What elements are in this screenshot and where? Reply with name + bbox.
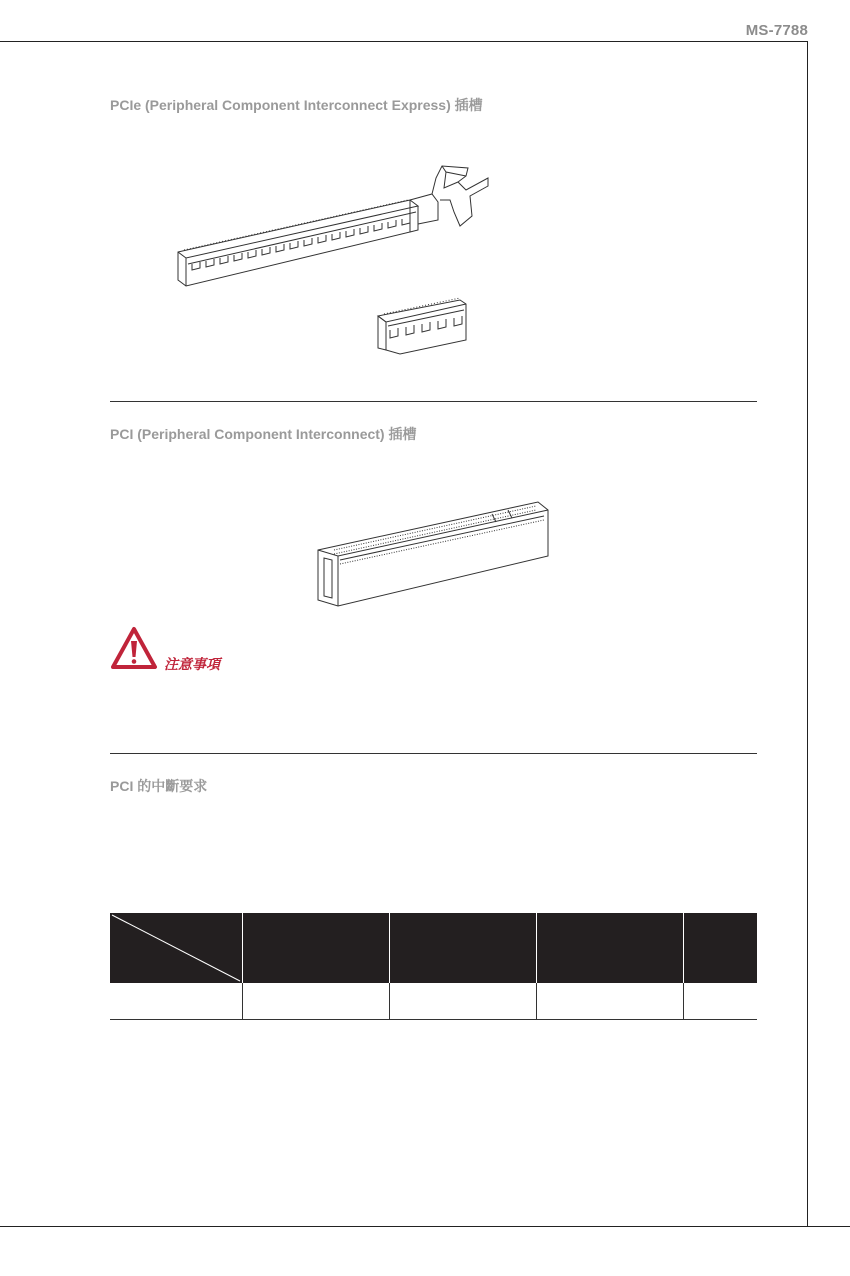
- irq-table-cell: [110, 983, 243, 1020]
- irq-table-cell: [243, 983, 390, 1020]
- irq-table-header-cell: [537, 913, 684, 983]
- pcie-slot-illustration: [170, 160, 500, 370]
- section-divider: [110, 401, 757, 402]
- irq-table-cell: [390, 983, 537, 1020]
- table-row: [110, 983, 757, 1020]
- irq-table-header-cell: [390, 913, 537, 983]
- caution-label: 注意事項: [164, 656, 220, 672]
- irq-table-cell: [684, 983, 758, 1020]
- irq-table-header-cell: [684, 913, 758, 983]
- warning-triangle-icon: [110, 626, 158, 670]
- irq-table-header-cell: [243, 913, 390, 983]
- bottom-rule: [0, 1226, 850, 1227]
- irq-table-corner-cell: [110, 913, 243, 983]
- pcie-section-title: PCIe (Peripheral Component Interconnect Express) 插槽: [110, 97, 483, 113]
- top-rule: [0, 41, 808, 42]
- irq-table: [110, 913, 757, 1020]
- irq-table-header-row: [110, 913, 757, 983]
- pci-slot-illustration: [312, 496, 558, 612]
- right-edge-rule: [807, 41, 808, 1227]
- section-divider: [110, 753, 757, 754]
- irq-table-cell: [537, 983, 684, 1020]
- diagonal-divider: [110, 913, 242, 983]
- pci-section-title: PCI (Peripheral Component Interconnect) 插槽: [110, 426, 417, 442]
- pci-irq-section-title: PCI 的中斷要求: [110, 778, 208, 794]
- model-number: MS-7788: [745, 22, 808, 39]
